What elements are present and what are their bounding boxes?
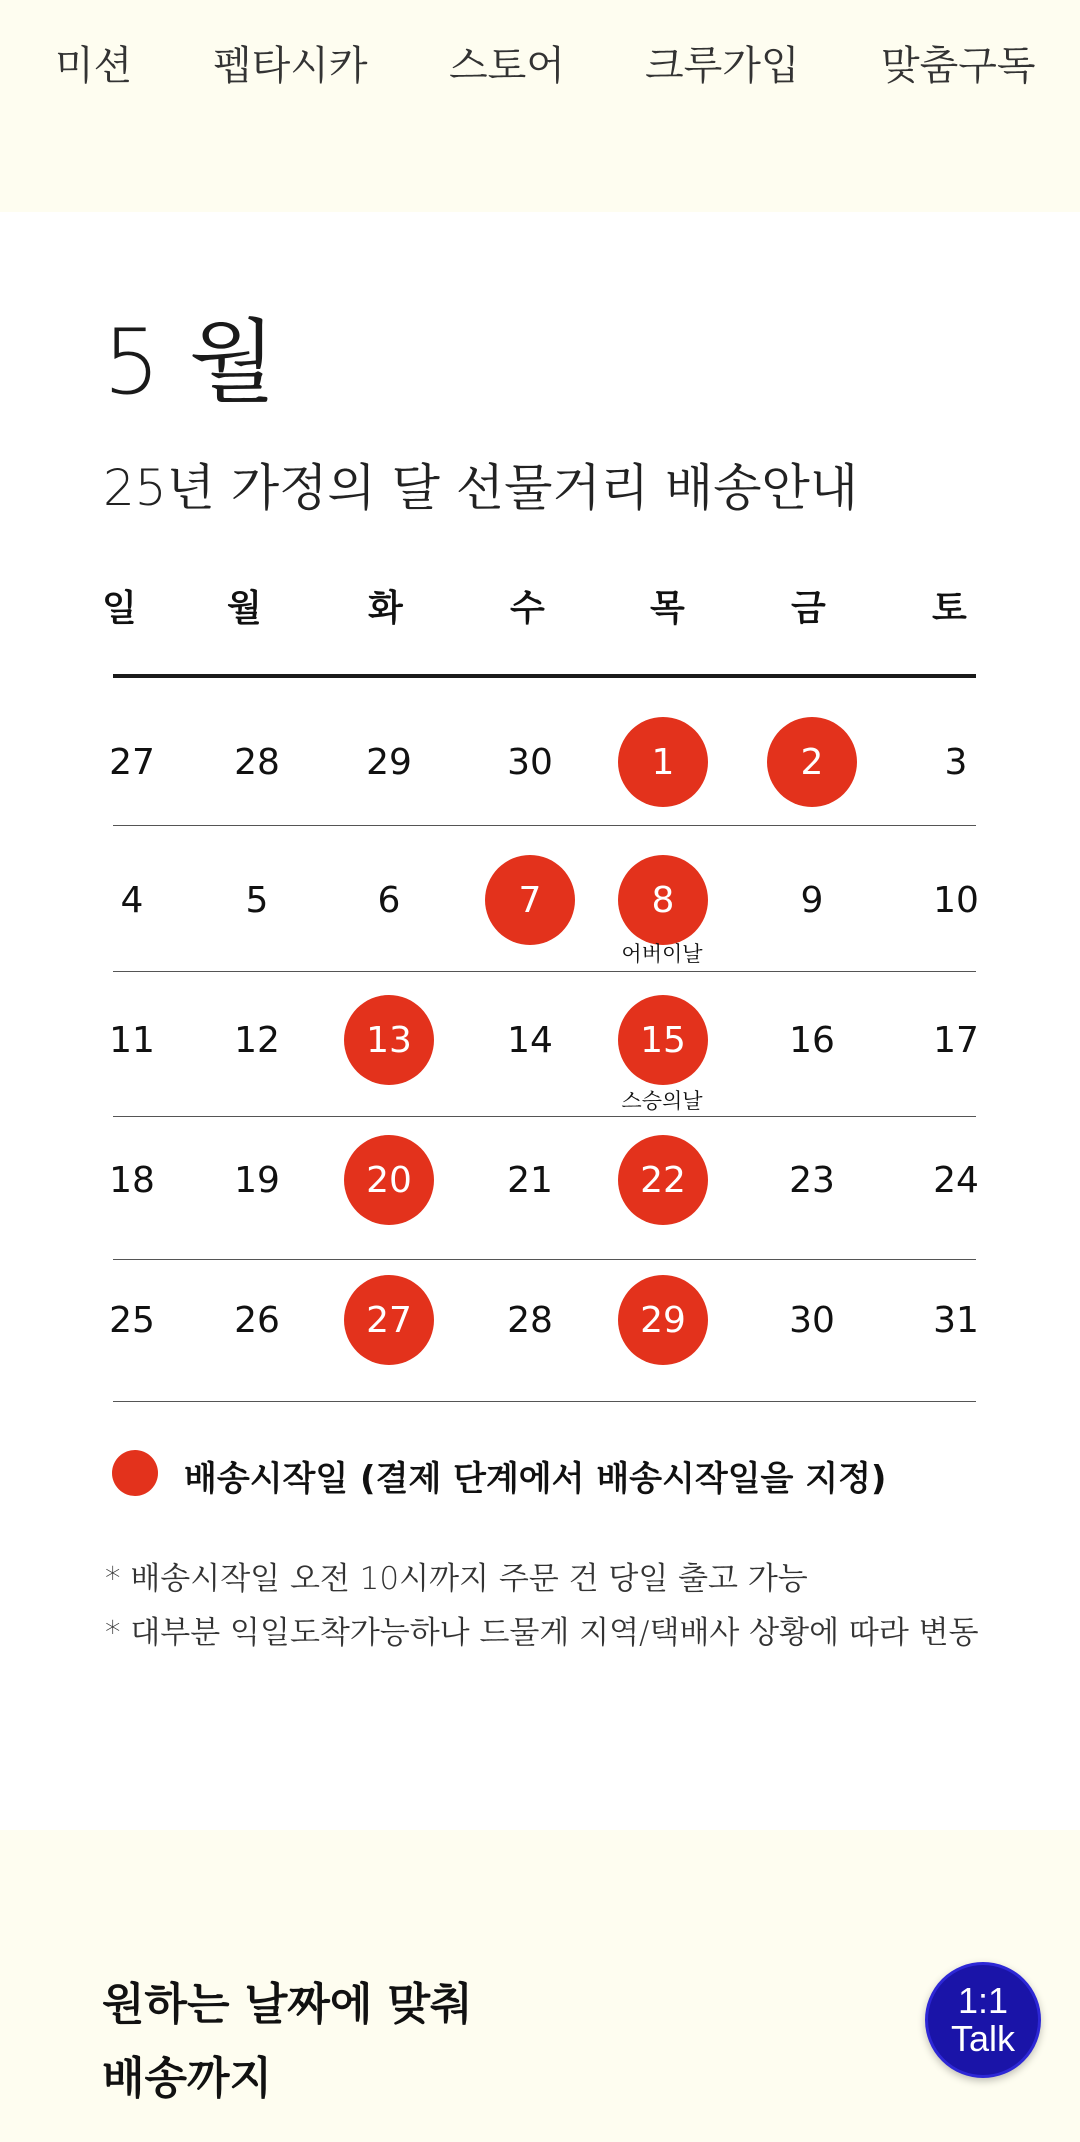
calendar-day: 27 bbox=[109, 741, 155, 783]
shipping-start-legend-label: 배송시작일 (결제 단계에서 배송시작일을 지정) bbox=[184, 1459, 887, 1499]
calendar-subtitle: 25년 가정의 달 선물거리 배송안내 bbox=[103, 459, 859, 517]
weekday-sat: 토 bbox=[932, 588, 967, 629]
calendar-bottom-rule bbox=[113, 1401, 976, 1402]
shipping-start-legend-dot bbox=[112, 1450, 158, 1496]
calendar-day-shipping-start: 8 bbox=[618, 855, 708, 945]
calendar-day: 24 bbox=[933, 1159, 979, 1201]
calendar-day: 31 bbox=[933, 1299, 979, 1341]
weekday-tue: 화 bbox=[368, 588, 403, 629]
talk-button-line2: Talk bbox=[950, 2018, 1016, 2059]
weekday-mon: 월 bbox=[227, 588, 262, 629]
teachers-day-note: 스승의날 bbox=[621, 1089, 703, 1113]
calendar-day: 4 bbox=[120, 879, 144, 921]
calendar-day: 30 bbox=[507, 741, 553, 783]
nav-item-crew-join[interactable]: 크루가입 bbox=[645, 43, 800, 89]
calendar-day-shipping-start: 2 bbox=[767, 717, 857, 807]
footnote-next-day: * 대부분 익일도착가능하나 드물게 지역/택배사 상황에 따라 변동 bbox=[105, 1615, 979, 1651]
fathers-day-note: 어버이날 bbox=[621, 942, 703, 966]
promo-heading-line1: 원하는 날짜에 맞춰 bbox=[102, 1979, 473, 2030]
main-nav bbox=[0, 34, 1080, 94]
calendar-day-shipping-start: 13 bbox=[344, 995, 434, 1085]
weekday-sun: 일 bbox=[102, 588, 137, 629]
weekday-fri: 금 bbox=[791, 588, 826, 629]
calendar-day: 5 bbox=[245, 879, 269, 921]
nav-item-peptasica[interactable]: 펩타시카 bbox=[213, 43, 368, 89]
footnote-same-day: * 배송시작일 오전 10시까지 주문 건 당일 출고 가능 bbox=[105, 1561, 808, 1597]
calendar-day: 9 bbox=[800, 879, 824, 921]
week-divider bbox=[113, 825, 976, 826]
bottom-promo-band bbox=[0, 1830, 1080, 2142]
calendar-day: 25 bbox=[109, 1299, 155, 1341]
calendar-day: 16 bbox=[789, 1019, 835, 1061]
calendar-day-shipping-start: 7 bbox=[485, 855, 575, 945]
calendar-day: 18 bbox=[109, 1159, 155, 1201]
top-navigation-band bbox=[0, 0, 1080, 212]
week-divider bbox=[113, 1259, 976, 1260]
weekday-thu: 목 bbox=[650, 588, 685, 629]
promo-heading-line2: 배송까지 bbox=[102, 2053, 273, 2104]
calendar-day: 30 bbox=[789, 1299, 835, 1341]
calendar-day: 23 bbox=[789, 1159, 835, 1201]
calendar-day-shipping-start: 1 bbox=[618, 717, 708, 807]
nav-item-mission[interactable]: 미션 bbox=[55, 43, 133, 89]
calendar-day: 17 bbox=[933, 1019, 979, 1061]
calendar-day: 29 bbox=[366, 741, 412, 783]
calendar-day-shipping-start: 15 bbox=[618, 995, 708, 1085]
calendar-day: 19 bbox=[234, 1159, 280, 1201]
nav-item-store[interactable]: 스토어 bbox=[449, 43, 565, 89]
calendar-day: 10 bbox=[933, 879, 979, 921]
week-divider bbox=[113, 1116, 976, 1117]
calendar-day-shipping-start: 22 bbox=[618, 1135, 708, 1225]
calendar-day: 14 bbox=[507, 1019, 553, 1061]
talk-button-line1: 1:1 bbox=[957, 1980, 1009, 2022]
calendar-day-shipping-start: 20 bbox=[344, 1135, 434, 1225]
calendar-day: 28 bbox=[234, 741, 280, 783]
calendar-day: 6 bbox=[377, 879, 401, 921]
calendar-day-shipping-start: 29 bbox=[618, 1275, 708, 1365]
calendar-day: 11 bbox=[109, 1019, 155, 1061]
calendar-day: 12 bbox=[234, 1019, 280, 1061]
calendar-day: 28 bbox=[507, 1299, 553, 1341]
week-divider bbox=[113, 971, 976, 972]
calendar-day: 21 bbox=[507, 1159, 553, 1201]
calendar-day: 3 bbox=[944, 741, 968, 783]
nav-item-custom-subscription[interactable]: 맞춤구독 bbox=[881, 43, 1036, 89]
weekday-wed: 수 bbox=[510, 588, 545, 629]
month-title: 5 월 bbox=[103, 310, 276, 415]
calendar-day: 26 bbox=[234, 1299, 280, 1341]
calendar-day-shipping-start: 27 bbox=[344, 1275, 434, 1365]
calendar-top-rule bbox=[113, 674, 976, 678]
one-on-one-talk-button[interactable] bbox=[925, 1962, 1041, 2078]
